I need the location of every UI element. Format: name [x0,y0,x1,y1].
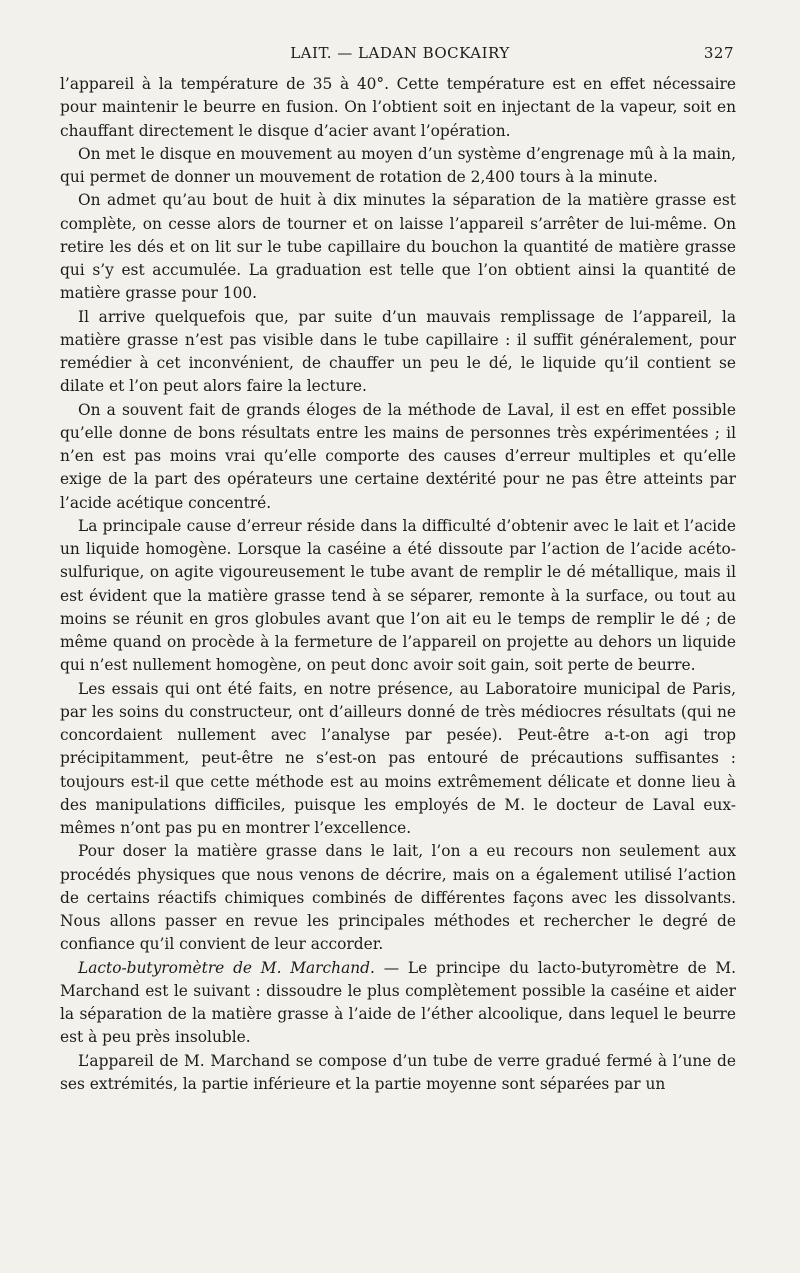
paragraph: La principale cause d’erreur réside dans la difficulté d’obtenir avec le lait et l’acide un liquide homogène. Lorsque la caséine a été dissoute par l’action de l’acide acéto-sulfurique, on agite vigoureusement le tube avant de remplir le dé métallique, mais il est évident que la matière grasse tend à se séparer, remonte à la surface, ou tout au moins se réunit en gros globules avant que l’on ait eu le temps de remplir le dé ; de même quand on procède à la fermeture de l’appareil on projette au dehors un liquide qui n’est nullement homogène, on peut donc avoir soit gain, soit perte de beurre. [60,516,736,675]
paragraph [60,957,736,1050]
paragraph: Il arrive quelquefois que, par suite d’un mauvais remplissage de l’appareil, la matière grasse n’est pas visible dans le tube capillaire : il suffit généralement, pour remédier à cet inconvénient, de chauffer un peu le dé, le liquide qu’il contient se dilate et l’on peut alors faire la lecture. [60,307,736,396]
body-text [60,73,736,1096]
paragraph: On admet qu’au bout de huit à dix minutes la séparation de la matière grasse est complète, on cesse alors de tourner et on laisse l’appareil s’arrêter de lui-même. On retire les dés et on lit sur le tube capillaire du bouchon la quantité de matière grasse qui s’y est accumulée. La graduation est telle que l’on obtient ainsi la quantité de matière grasse pour 100. [60,191,736,303]
running-head [60,44,740,66]
paragraph: On met le disque en mouvement au moyen d’un système d’engrenage mû à la main, qui permet de donner un mouvement de rotation de 2,400 tours à la minute. [60,144,736,186]
paragraph: Les essais qui ont été faits, en notre présence, au Laboratoire municipal de Paris, par les soins du constructeur, ont d’ailleurs donné de très médiocres résultats (qui ne concordaient nullement avec l’analyse par pesée). Peut-être a-t-on agi trop précipitamment, peut-être ne s’est-on pas entouré de précautions suffisantes : toujours est-il que cette méthode est au moins extrêmement délicate et donne lieu à des manipulations difficiles, puisque les employés de M. le docteur de Laval eux-mêmes n’ont pas pu en montrer l’excellence. [60,679,736,837]
page-number: 327 [703,44,734,62]
paragraph: L’appareil de M. Marchand se compose d’un tube de verre gradué fermé à l’une de ses extrémités, la partie inférieure et la partie moyenne sont séparées par un [60,1051,736,1093]
paragraph-text: — Le principe du lacto-butyromètre de M. Marchand est le suivant : dissoudre le plus complètement possible la caséine et aider la séparation de la matière grasse à l’aide de l’éther alcoolique, dans lequel le beurre est à peu près insoluble. [60,958,737,1047]
paragraph: l’appareil à la température de 35 à 40°. Cette température est en effet nécessaire pour maintenir le beurre en fusion. On l’obtient soit en injectant de la vapeur, soit en chauffant directement le disque d’acier avant l’opération. [60,75,736,140]
paragraph-heading: Lacto-butyromètre de M. Marchand. [78,958,375,977]
paragraph: On a souvent fait de grands éloges de la méthode de Laval, il est en effet possible qu’elle donne de bons résultats entre les mains de personnes très expérimentées ; il n’en est pas moins vrai qu’elle comporte des causes d’erreur multiples et qu’elle exige de la part des opérateurs une certaine dextérité pour ne pas être atteints par l’acide acétique concentré. [60,400,736,512]
running-title: LAIT. — LADAN BOCKAIRY [290,44,510,62]
paragraph: Pour doser la matière grasse dans le lait, l’on a eu recours non seulement aux procédés physiques que nous venons de décrire, mais on a également utilisé l’action de certains réactifs chimiques combinés de différentes façons avec les dissolvants. Nous allons passer en revue les principales méthodes et rechercher le degré de confiance qu’il convient de leur accorder. [60,842,736,954]
